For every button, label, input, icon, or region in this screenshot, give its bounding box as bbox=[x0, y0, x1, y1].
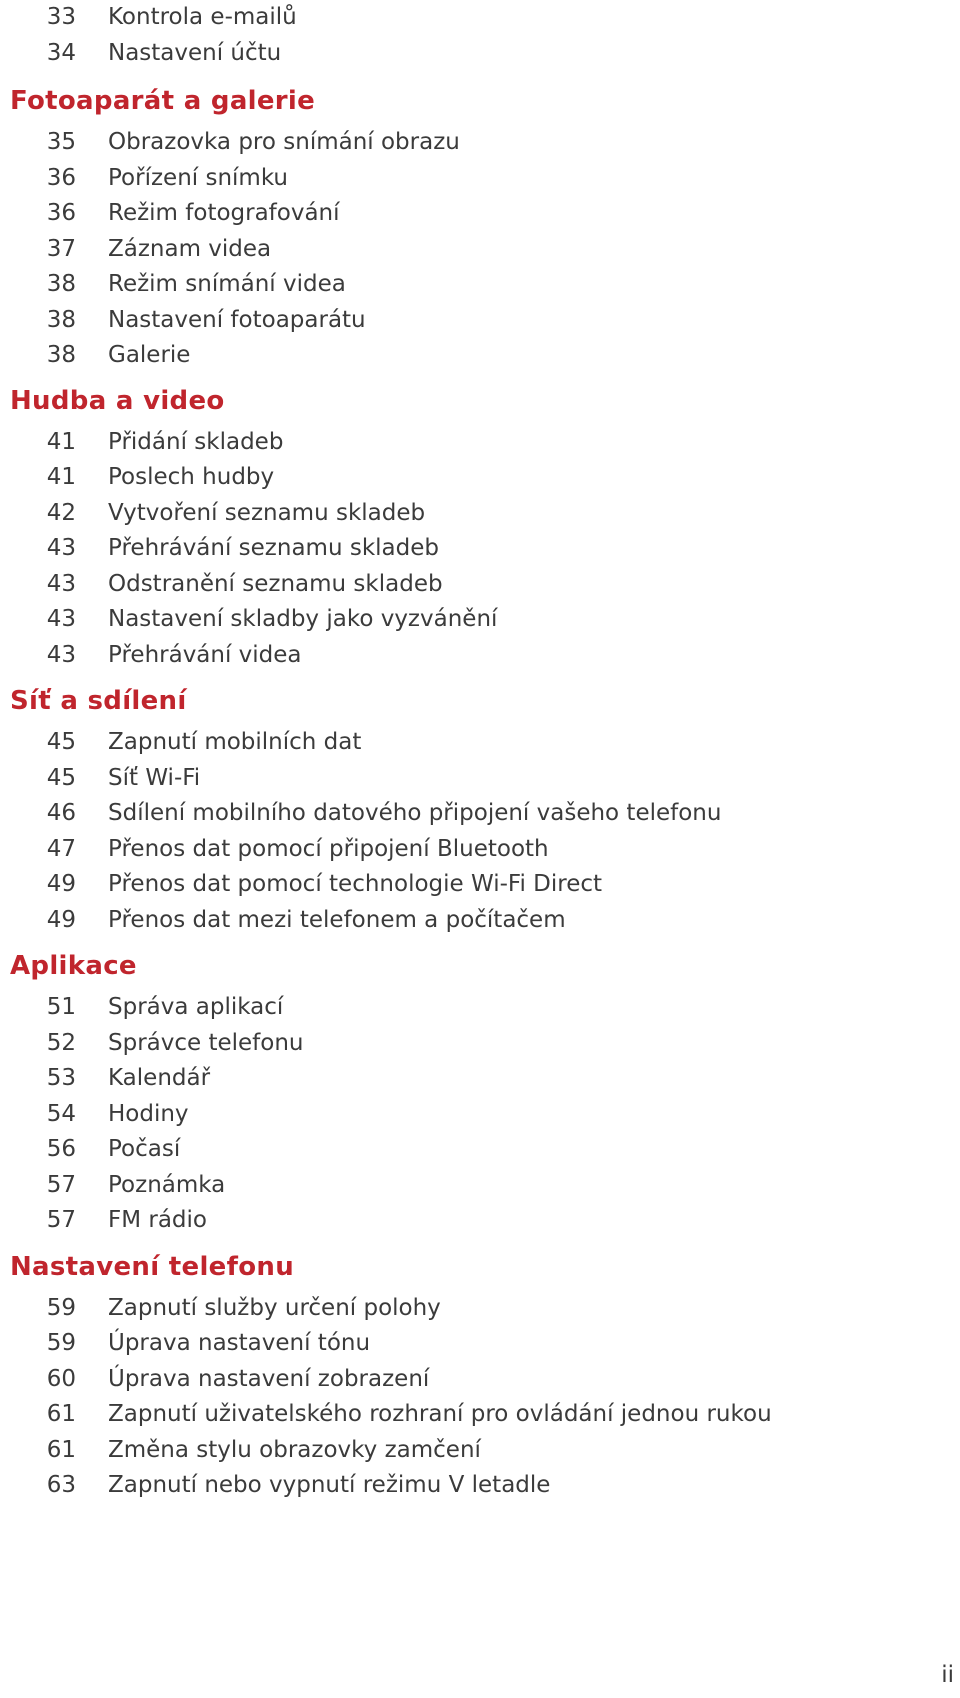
toc-entry[interactable] bbox=[0, 36, 960, 72]
toc-entry[interactable] bbox=[0, 1468, 960, 1504]
toc-entry-title: Poslech hudby bbox=[108, 464, 275, 490]
toc-entry[interactable] bbox=[0, 425, 960, 461]
toc-entry[interactable] bbox=[0, 1397, 960, 1433]
toc-entry-title: Odstranění seznamu skladeb bbox=[108, 570, 443, 597]
toc-section bbox=[0, 683, 960, 938]
toc-entry[interactable] bbox=[0, 531, 960, 567]
toc-entry-page: 46 bbox=[46, 800, 76, 826]
toc-entry-title: Úprava nastavení zobrazení bbox=[108, 1365, 430, 1392]
toc-entry-page: 57 bbox=[46, 1171, 76, 1198]
toc-entry-page: 38 bbox=[46, 342, 76, 368]
toc-entry-page: 41 bbox=[46, 428, 76, 455]
toc-entry[interactable] bbox=[0, 990, 960, 1026]
toc-entry-page: 43 bbox=[46, 606, 76, 632]
toc-entry[interactable] bbox=[0, 832, 960, 868]
toc-entry-title: Přehrávání seznamu skladeb bbox=[108, 535, 439, 561]
section-heading: Aplikace bbox=[10, 951, 137, 981]
toc-entry-title: Úprava nastavení tónu bbox=[108, 1330, 371, 1356]
toc-entry-title: Správa aplikací bbox=[108, 994, 284, 1020]
toc-entry-title: Nastavení fotoaparátu bbox=[108, 306, 366, 333]
section-entries bbox=[0, 1291, 960, 1504]
toc-entry[interactable] bbox=[0, 232, 960, 268]
toc-entry-title: Hodiny bbox=[108, 1100, 189, 1127]
toc-section bbox=[0, 83, 960, 374]
toc-entry-page: 47 bbox=[46, 835, 76, 862]
section-entries bbox=[0, 125, 960, 374]
top-entries bbox=[0, 0, 960, 71]
toc-entry-title: Počasí bbox=[108, 1136, 181, 1162]
toc-entry-page: 37 bbox=[46, 235, 76, 262]
toc-entry-page: 49 bbox=[46, 906, 76, 933]
toc-entry[interactable] bbox=[0, 638, 960, 674]
toc-entry[interactable] bbox=[0, 796, 960, 832]
toc-entry-page: 61 bbox=[46, 1436, 76, 1463]
toc-entry[interactable] bbox=[0, 1291, 960, 1327]
toc-entry[interactable] bbox=[0, 867, 960, 903]
toc-entry[interactable] bbox=[0, 1097, 960, 1133]
toc-section bbox=[0, 1249, 960, 1504]
toc-entry[interactable] bbox=[0, 125, 960, 161]
toc-entry-title: Zapnutí nebo vypnutí režimu V letadle bbox=[108, 1472, 551, 1498]
toc-entry[interactable] bbox=[0, 496, 960, 532]
toc-entry-title: Přenos dat mezi telefonem a počítačem bbox=[108, 906, 566, 933]
toc-entry-title: Poznámka bbox=[108, 1171, 226, 1198]
toc-entry-title: Vytvoření seznamu skladeb bbox=[108, 499, 426, 526]
section-heading: Síť a sdílení bbox=[10, 686, 187, 716]
toc-entry-page: 41 bbox=[46, 464, 76, 490]
toc-entry-title: Přehrávání videa bbox=[108, 641, 302, 668]
toc-entry-title: Záznam videa bbox=[108, 235, 272, 262]
toc-entry[interactable] bbox=[0, 725, 960, 761]
toc-entry-title: Nastavení skladby jako vyzvánění bbox=[108, 606, 498, 632]
toc-entry-page: 63 bbox=[46, 1472, 76, 1498]
toc-entry[interactable] bbox=[0, 761, 960, 797]
toc-entry-title: Zapnutí služby určení polohy bbox=[108, 1294, 441, 1321]
toc-entry[interactable] bbox=[0, 1203, 960, 1239]
toc-entry[interactable] bbox=[0, 460, 960, 496]
toc-entry-title: Kalendář bbox=[108, 1065, 211, 1091]
page-number: ii bbox=[941, 1662, 954, 1688]
toc-entry-page: 60 bbox=[46, 1365, 76, 1392]
section-entries bbox=[0, 425, 960, 674]
toc-entry-page: 36 bbox=[46, 200, 76, 226]
toc-entry[interactable] bbox=[0, 1362, 960, 1398]
toc-entry-page: 52 bbox=[46, 1029, 76, 1056]
toc-entry-page: 42 bbox=[46, 499, 76, 526]
toc-entry-title: Obrazovka pro snímání obrazu bbox=[108, 129, 460, 155]
toc-entry-page: 59 bbox=[46, 1294, 76, 1321]
toc-entry-page: 34 bbox=[46, 39, 76, 66]
toc-entry[interactable] bbox=[0, 1061, 960, 1097]
toc-entry-title: Galerie bbox=[108, 342, 191, 368]
toc-entry-title: Zapnutí uživatelského rozhraní pro ovládání jednou rukou bbox=[108, 1401, 772, 1427]
toc-entry[interactable] bbox=[0, 196, 960, 232]
toc-entry-page: 43 bbox=[46, 641, 76, 668]
toc-entry-page: 43 bbox=[46, 535, 76, 561]
toc-entry-title: Přenos dat pomocí technologie Wi-Fi Direct bbox=[108, 871, 603, 897]
toc-entry-title: FM rádio bbox=[108, 1207, 207, 1233]
toc-entry[interactable] bbox=[0, 903, 960, 939]
toc-entry-title: Síť Wi-Fi bbox=[108, 764, 201, 791]
toc-entry-page: 59 bbox=[46, 1330, 76, 1356]
toc-entry-title: Přidání skladeb bbox=[108, 428, 284, 455]
toc-entry-title: Sdílení mobilního datového připojení vašeho telefonu bbox=[108, 800, 722, 826]
toc-entry[interactable] bbox=[0, 1026, 960, 1062]
toc-entry-page: 36 bbox=[46, 164, 76, 191]
toc-entry[interactable] bbox=[0, 1168, 960, 1204]
toc-entry-title: Režim fotografování bbox=[108, 200, 340, 226]
section-heading: Nastavení telefonu bbox=[10, 1251, 295, 1282]
toc-entry-title: Změna stylu obrazovky zamčení bbox=[108, 1436, 481, 1463]
toc-entry-page: 38 bbox=[46, 306, 76, 333]
toc-section bbox=[0, 383, 960, 674]
toc-entry-page: 56 bbox=[46, 1136, 76, 1162]
toc-entry-page: 54 bbox=[46, 1100, 76, 1127]
toc-entry[interactable] bbox=[0, 1326, 960, 1362]
toc-entry[interactable] bbox=[0, 338, 960, 374]
toc-entry[interactable] bbox=[0, 0, 960, 36]
toc-entry[interactable] bbox=[0, 602, 960, 638]
toc-entry-title: Přenos dat pomocí připojení Bluetooth bbox=[108, 835, 549, 862]
sections bbox=[0, 83, 960, 1504]
section-entries bbox=[0, 990, 960, 1239]
toc-entry[interactable] bbox=[0, 567, 960, 603]
toc-entry-page: 61 bbox=[46, 1401, 76, 1427]
toc-entry-page: 51 bbox=[46, 994, 76, 1020]
section-heading: Fotoaparát a galerie bbox=[10, 86, 316, 116]
toc-entry[interactable] bbox=[0, 161, 960, 197]
toc-entry-title: Režim snímání videa bbox=[108, 271, 346, 297]
toc-entry[interactable] bbox=[0, 303, 960, 339]
toc-entry-page: 45 bbox=[46, 729, 76, 755]
toc-entry[interactable] bbox=[0, 267, 960, 303]
toc-entry-page: 33 bbox=[46, 4, 76, 30]
toc-entry-page: 38 bbox=[46, 271, 76, 297]
section-entries bbox=[0, 725, 960, 938]
toc-entry-page: 45 bbox=[46, 764, 76, 791]
section-heading: Hudba a video bbox=[10, 385, 225, 416]
toc-entry-page: 49 bbox=[46, 871, 76, 897]
toc-entry-title: Zapnutí mobilních dat bbox=[108, 729, 362, 755]
toc-entry-title: Správce telefonu bbox=[108, 1029, 304, 1056]
toc-entry-title: Pořízení snímku bbox=[108, 164, 289, 191]
toc-entry-page: 35 bbox=[46, 129, 76, 155]
toc-entry-title: Kontrola e-mailů bbox=[108, 4, 297, 30]
toc-entry[interactable] bbox=[0, 1132, 960, 1168]
toc-entry-title: Nastavení účtu bbox=[108, 39, 282, 66]
toc-entry[interactable] bbox=[0, 1433, 960, 1469]
toc-entry-page: 53 bbox=[46, 1065, 76, 1091]
toc-section bbox=[0, 948, 960, 1239]
toc-entry-page: 43 bbox=[46, 570, 76, 597]
toc-entry-page: 57 bbox=[46, 1207, 76, 1233]
